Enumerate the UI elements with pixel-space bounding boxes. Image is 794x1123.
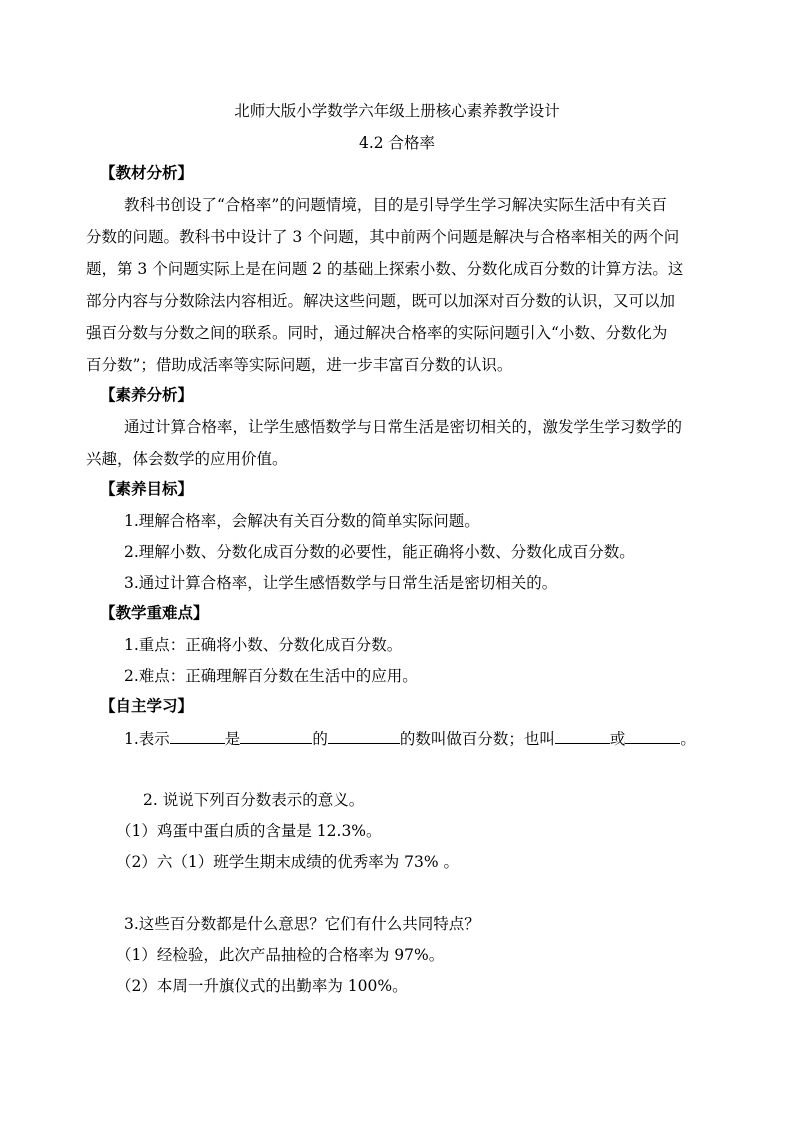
list-item: 2.理解小数、分数化成百分数的必要性，能正确将小数、分数化成百分数。 xyxy=(124,543,635,561)
question-2-title: 2. 说说下列百分数表示的意义。 xyxy=(143,791,365,809)
answer-blank[interactable] xyxy=(625,727,680,744)
answer-blank[interactable] xyxy=(555,727,610,744)
list-item: 3.通过计算合格率，让学生感悟数学与日常生活是密切相关的。 xyxy=(124,574,558,592)
list-item: 2.难点：正确理解百分数在生活中的应用。 xyxy=(124,667,418,685)
document-subtitle: 4.2 合格率 xyxy=(358,134,436,152)
list-item: （1）经检验，此次产品抽检的合格率为 97%。 xyxy=(116,946,445,964)
paragraph-line: 兴趣，体会数学的应用价值。 xyxy=(86,450,288,468)
question-text: 的 xyxy=(312,730,328,748)
question-text: 的数叫做百分数；也叫 xyxy=(399,730,555,748)
section-heading-zhongnan: 【教学重难点】 xyxy=(100,603,209,622)
question-text: 是 xyxy=(224,730,241,748)
paragraph-line: 教科书创设了“合格率”的问题情境，目的是引导学生学习解决实际生活中有关百 xyxy=(124,196,667,214)
list-item: 1.重点：正确将小数、分数化成百分数。 xyxy=(124,636,403,654)
paragraph-line: 通过计算合格率，让学生感悟数学与日常生活是密切相关的，激发学生学习数学的 xyxy=(124,418,683,436)
section-heading-jiaocai: 【教材分析】 xyxy=(100,163,194,182)
paragraph-line: 强百分数与分数之间的联系。同时，通过解决合格率的实际问题引入“小数、分数化为 xyxy=(86,324,668,342)
list-item: （1）鸡蛋中蛋白质的含量是 12.3%。 xyxy=(116,822,382,840)
list-item: 1.理解合格率，会解决有关百分数的简单实际问题。 xyxy=(124,512,480,530)
answer-blank[interactable] xyxy=(328,727,400,744)
question-text: 。 xyxy=(680,730,696,748)
section-heading-mubiao: 【素养目标】 xyxy=(100,479,194,498)
document-title: 北师大版小学数学六年级上册核心素养教学设计 xyxy=(234,102,560,120)
paragraph-line: 百分数”；借助成活率等实际问题，进一步丰富百分数的认识。 xyxy=(86,356,513,374)
question-text: 1.表示 xyxy=(124,730,170,748)
question-3-title: 3.这些百分数都是什么意思？它们有什么共同特点？ xyxy=(124,915,480,933)
fill-in-question-1 xyxy=(124,727,696,749)
list-item: （2）本周一升旗仪式的出勤率为 100%。 xyxy=(116,977,408,995)
question-text: 或 xyxy=(609,730,626,748)
paragraph-line: 题，第 3 个问题实际上是在问题 2 的基础上探索小数、分数化成百分数的计算方法。这 xyxy=(86,260,684,278)
answer-blank[interactable] xyxy=(170,727,225,744)
section-heading-zizhu: 【自主学习】 xyxy=(100,696,194,715)
list-item: （2）六（1）班学生期末成绩的优秀率为 73% 。 xyxy=(116,853,460,871)
paragraph-line: 部分内容与分数除法内容相近。解决这些问题，既可以加深对百分数的认识，又可以加 xyxy=(86,292,676,310)
paragraph-line: 分数的问题。教科书中设计了 3 个问题，其中前两个问题是解决与合格率相关的两个问 xyxy=(86,228,680,246)
answer-blank[interactable] xyxy=(240,727,312,744)
section-heading-suyang: 【素养分析】 xyxy=(100,385,194,404)
